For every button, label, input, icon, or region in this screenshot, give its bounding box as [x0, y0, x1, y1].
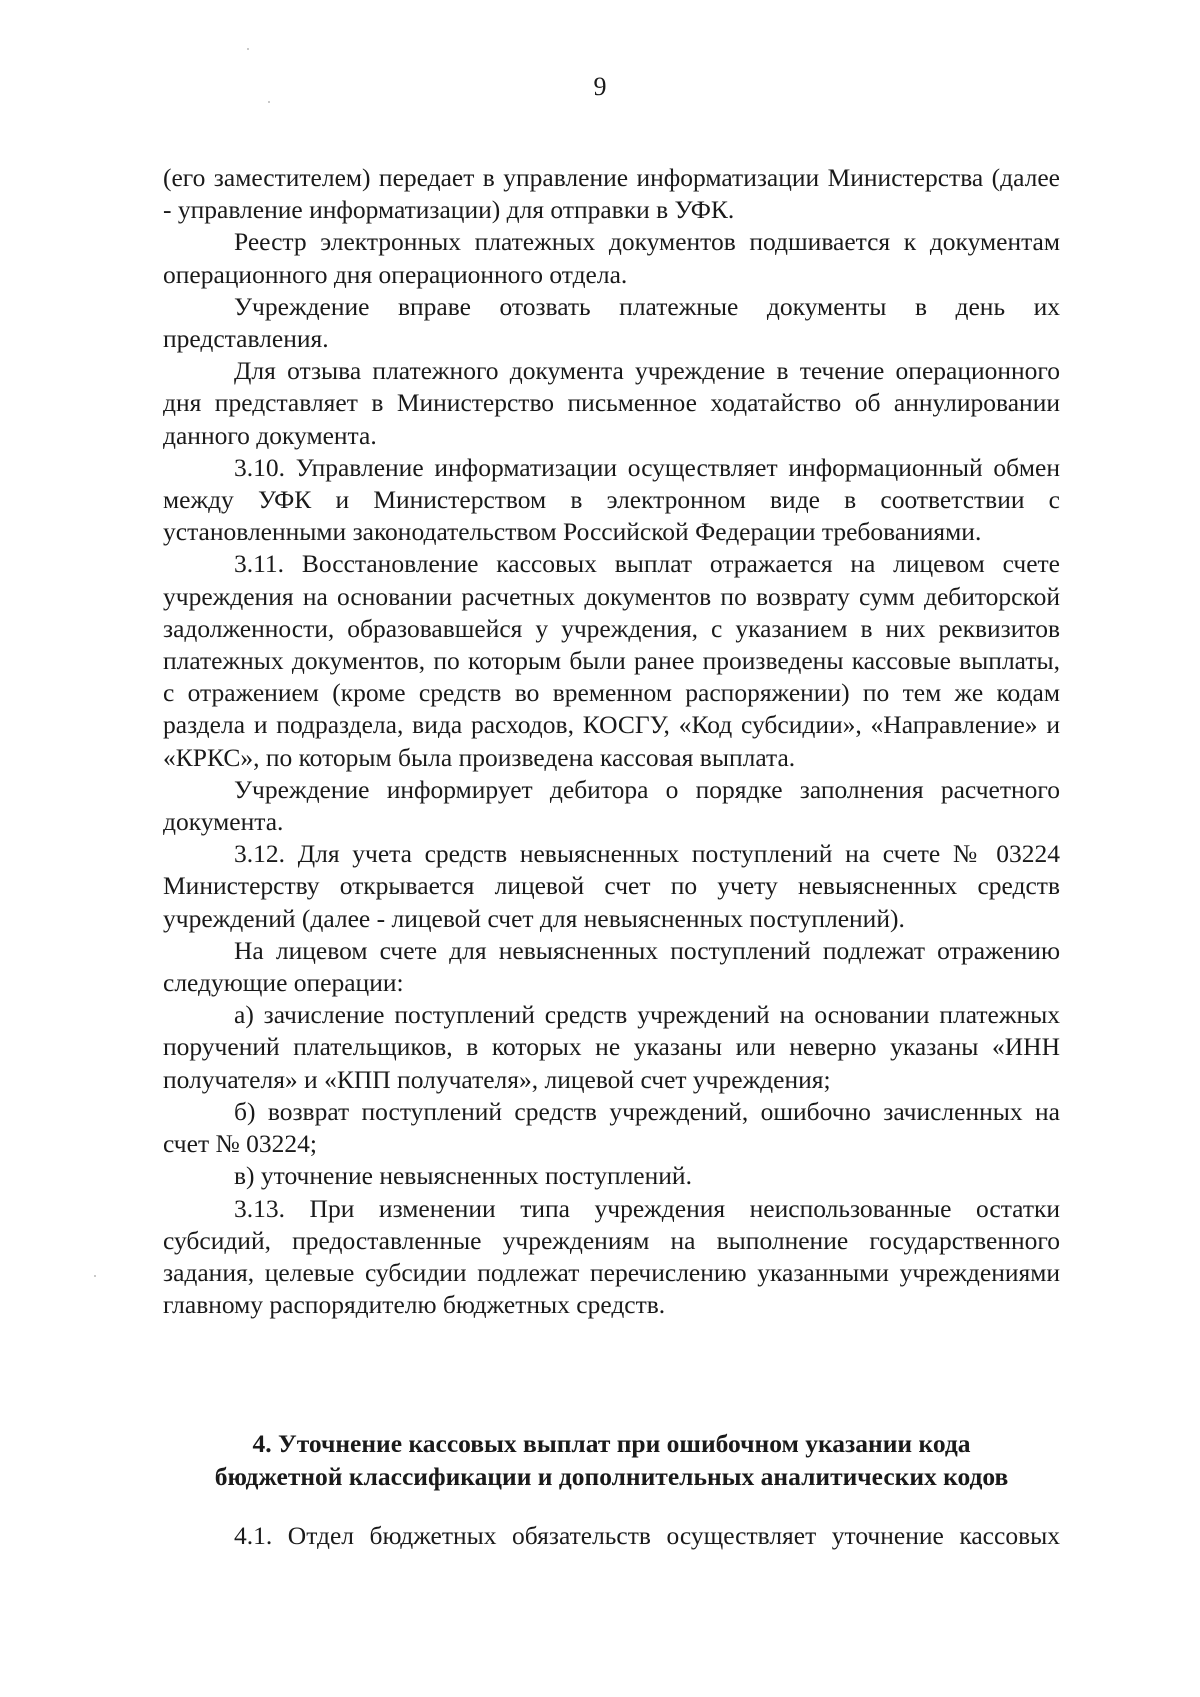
paragraph: Для отзыва платежного документа учреждение в течение операционного дня представляет в Министерство письменное ходатайство об аннулировании данного документа.	[163, 356, 1060, 450]
document-body	[163, 162, 1060, 1321]
section-heading-line-1: 4. Уточнение кассовых выплат при ошибочном указании кода	[252, 1429, 971, 1458]
paragraph-3-13: 3.13. При изменении типа учреждения неиспользованные остатки субсидий, предоставленные учреждениям на выполнение государственного задания, целевые субсидии подлежат перечислению указанными учреждениями главному распорядителю бюджетных средств.	[163, 1193, 1060, 1320]
paragraph-4-1: 4.1. Отдел бюджетных обязательств осуществляет уточнение кассовых	[234, 1521, 1060, 1550]
list-item-b: б) возврат поступлений средств учреждений, ошибочно зачисленных на счет № 03224;	[163, 1096, 1060, 1159]
scan-speck	[94, 1275, 96, 1277]
paragraph-3-12: 3.12. Для учета средств невыясненных поступлений на счете № 03224 Министерству открывается лицевой счет по учету невыясненных средств учреждений (далее - лицевой счет для невыясненных поступлений).	[163, 839, 1060, 933]
section-heading	[163, 1428, 1060, 1493]
list-item-c: в) уточнение невыясненных поступлений.	[234, 1161, 692, 1191]
list-item-a: а) зачисление поступлений средств учреждений на основании платежных поручений плательщиков, в которых не указаны или неверно указаны «ИНН получателя» и «КПП получателя», лицевой счет учреждения;	[163, 1000, 1060, 1094]
paragraph: Реестр электронных платежных документов подшивается к документам операционного дня операционного отдела.	[163, 227, 1060, 289]
paragraph: Учреждение информирует дебитора о порядке заполнения расчетного документа.	[163, 774, 1060, 837]
page-number: 9	[593, 72, 607, 101]
paragraph: На лицевом счете для невыясненных поступлений подлежат отражению следующие операции:	[163, 935, 1060, 998]
paragraph-3-10: 3.10. Управление информатизации осуществляет информационный обмен между УФК и Министерством в электронном виде в соответствии с установленными законодательством Российской Федерации требованиями.	[163, 452, 1060, 547]
paragraph: (его заместителем) передает в управление информатизации Министерства (далее - управление информатизации) для отправки в УФК.	[163, 163, 1060, 225]
paragraph: Учреждение вправе отозвать платежные документы в день их представления.	[163, 291, 1060, 354]
scan-speck	[247, 48, 249, 50]
paragraph-3-11: 3.11. Восстановление кассовых выплат отражается на лицевом счете учреждения на основании расчетных документов по возврату сумм дебиторской задолженности, образовавшейся у учреждения, с указанием в них реквизитов платежных документов, по которым были ранее произведены кассовые выплаты, с отражением (кроме средств во временном распоряжении) по тем же кодам раздела и подраздела, вида расходов, КОСГУ, «Код субсидии», «Направление» и «КРКС», по которым была произведена кассовая выплата.	[163, 549, 1060, 772]
section-heading-line-2: бюджетной классификации и дополнительных аналитических кодов	[214, 1461, 1009, 1491]
